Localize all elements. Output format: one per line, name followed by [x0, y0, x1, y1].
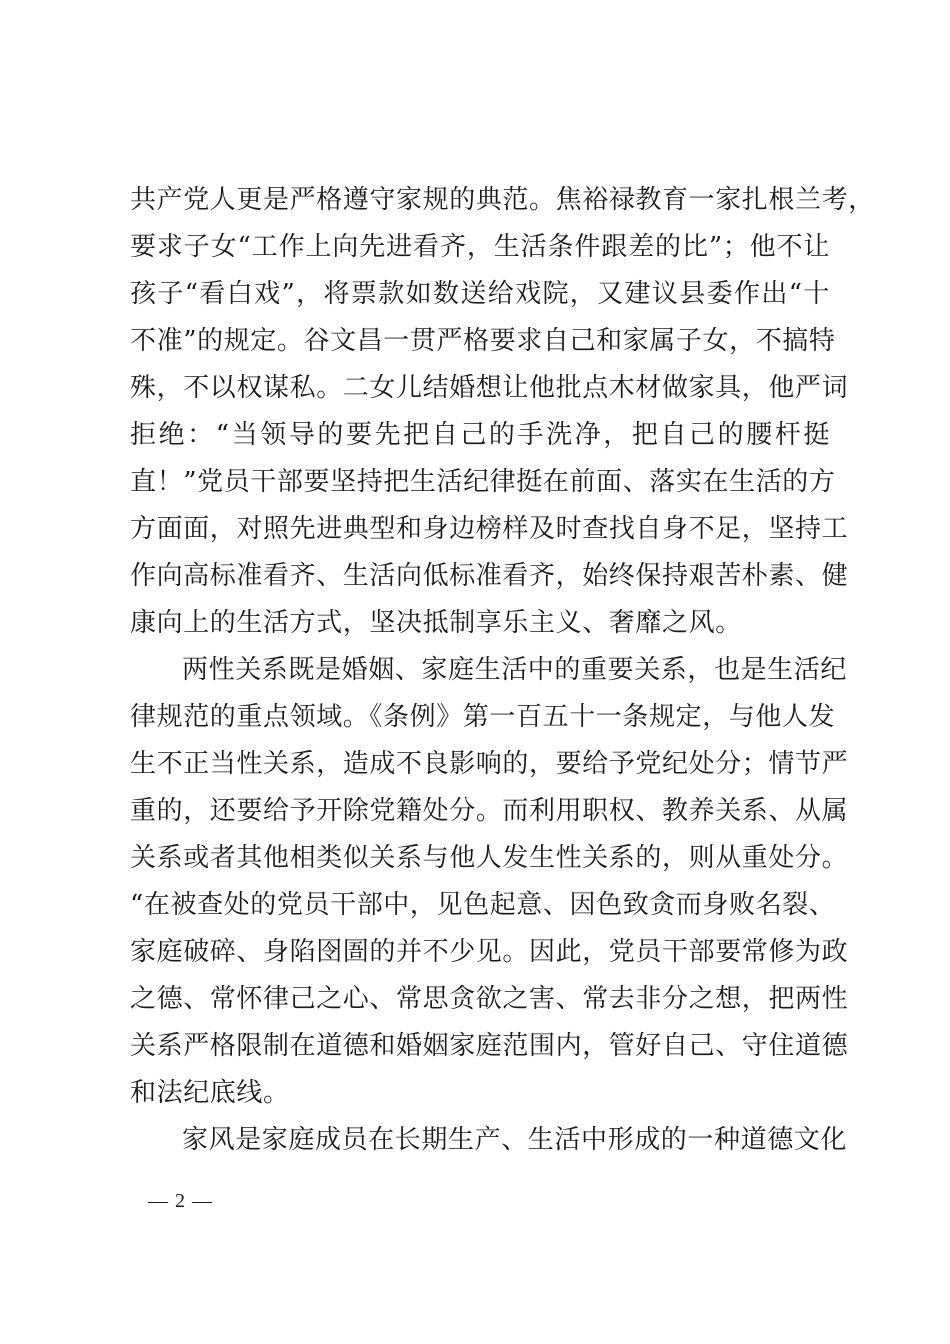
text-line: 律规范的重点领域。《条例》第一百五十一条规定，与他人发: [130, 702, 836, 732]
text-line: 之德、常怀律己之心、常思贪欲之害、常去非分之想，把两性: [130, 984, 849, 1014]
text-line: 殊，不以权谋私。二女儿结婚想让他批点木材做家具，他严词: [130, 373, 849, 403]
text-line: 关系或者其他相类似关系与他人发生性关系的，则从重处分。: [130, 843, 849, 873]
text-line: 作向高标准看齐、生活向低标准看齐，始终保持艰苦朴素、健: [130, 561, 849, 591]
text-line: 家庭破碎、身陷囹圄的并不少见。因此，党员干部要常修为政: [130, 937, 849, 967]
text-line: 直！”党员干部要坚持把生活纪律挺在前面、落实在生活的方: [130, 467, 836, 497]
text-line: 和法纪底线。: [130, 1078, 290, 1108]
text-line: 不准”的规定。谷文昌一贯严格要求自己和家属子女，不搞特: [130, 326, 836, 356]
text-line: 重的，还要给予开除党籍处分。而利用职权、教养关系、从属: [130, 796, 849, 826]
text-line: 要求子女“工作上向先进看齐，生活条件跟差的比”；他不让: [130, 232, 830, 262]
text-line: 两性关系既是婚姻、家庭生活中的重要关系，也是生活纪: [182, 655, 848, 685]
text-line: 方面面，对照先进典型和身边榜样及时查找自身不足，坚持工: [130, 514, 849, 544]
text-line: 孩子“看白戏”，将票款如数送给戏院，又建议县委作出“十: [130, 279, 830, 309]
text-line: 关系严格限制在道德和婚姻家庭范围内，管好自己、守住道德: [130, 1031, 849, 1061]
body-text: [130, 177, 875, 1164]
text-line: “在被查处的党员干部中，见色起意、因色致贪而身败名裂、: [130, 890, 836, 920]
text-line: 康向上的生活方式，坚决抵制享乐主义、奢靡之风。: [130, 608, 742, 638]
text-line: 拒绝：“当领导的要先把自己的手洗净，把自己的腰杆挺: [130, 420, 830, 450]
text-line: 共产党人更是严格遵守家规的典范。焦裕禄教育一家扎根兰考，: [130, 185, 875, 215]
text-line: 生不正当性关系，造成不良影响的，要给予党纪处分；情节严: [130, 749, 849, 779]
text-line: 家风是家庭成员在长期生产、生活中形成的一种道德文化: [182, 1125, 848, 1155]
page-number: — 2 —: [148, 1190, 213, 1212]
